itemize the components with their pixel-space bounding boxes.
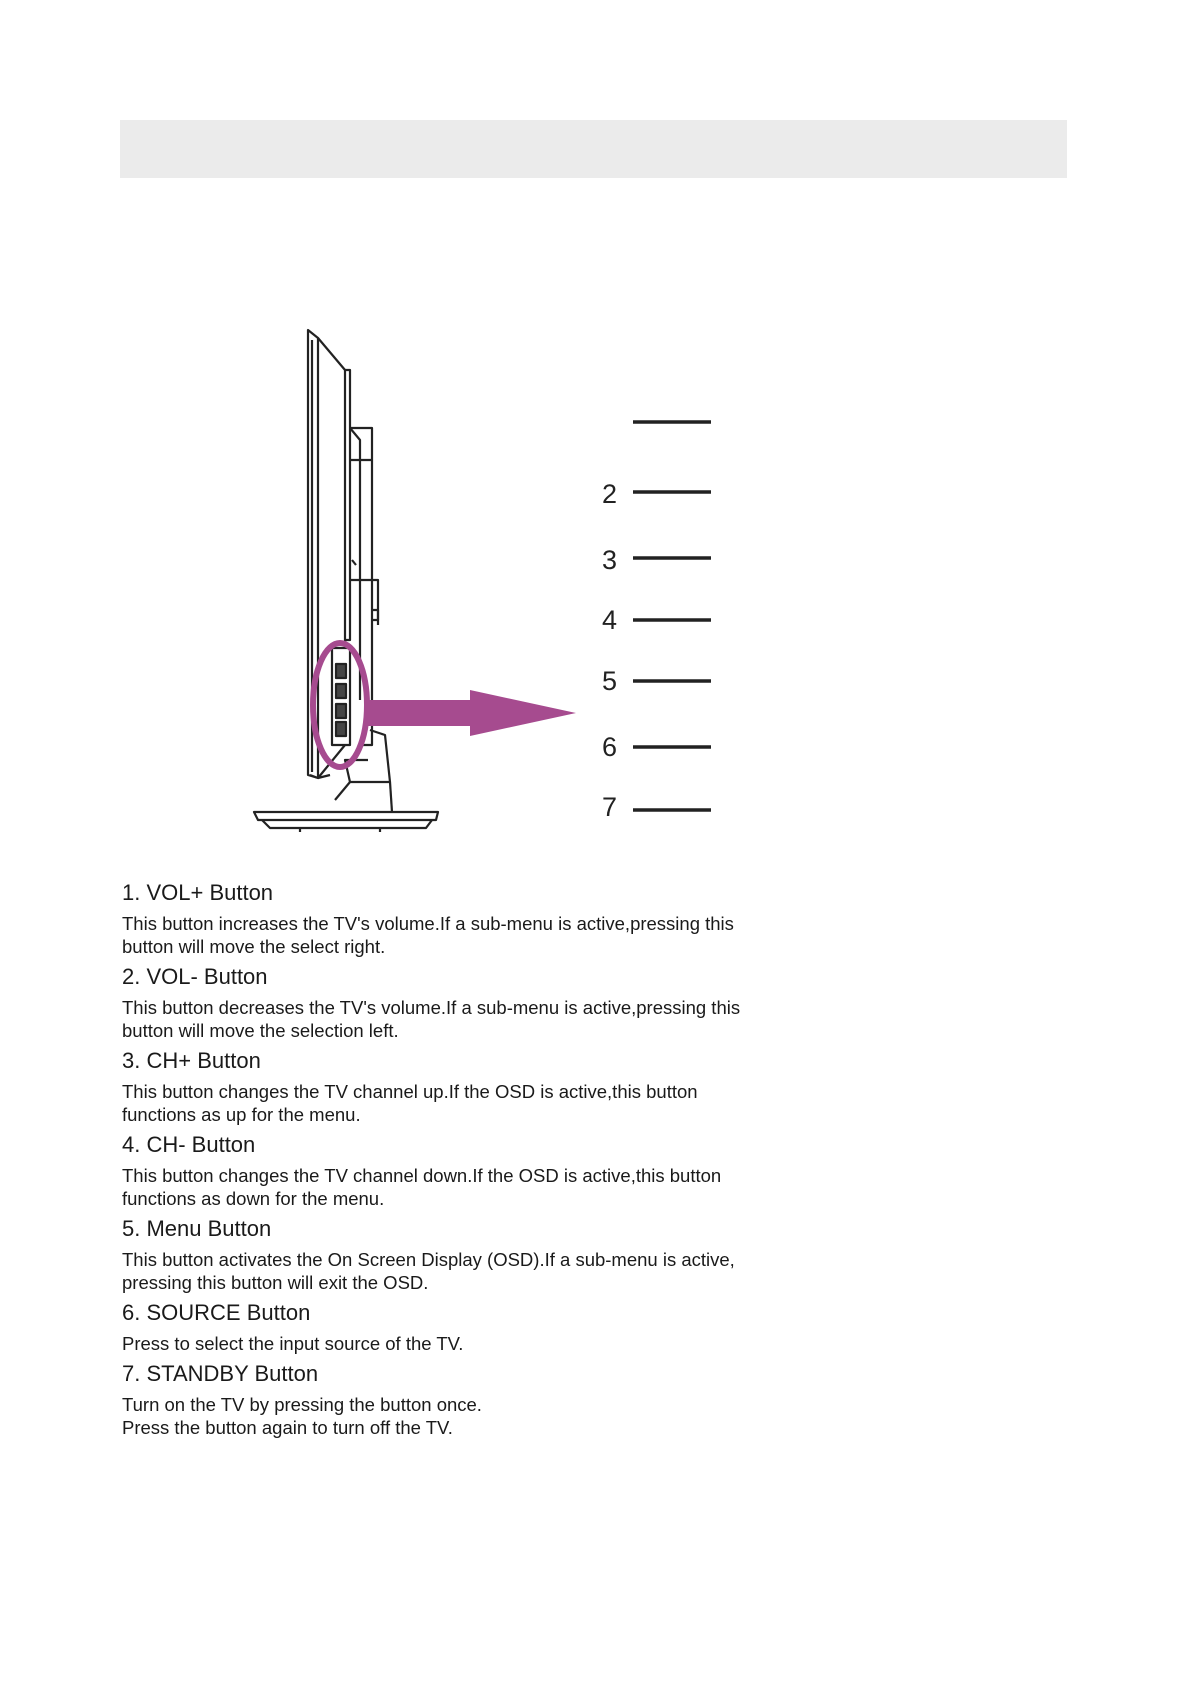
callout-list <box>602 422 711 822</box>
tv-illustration <box>254 330 438 832</box>
item-description: Turn on the TV by pressing the button once. Press the button again to turn off the TV. <box>122 1394 482 1438</box>
button-item-ch-plus <box>122 1048 842 1126</box>
callout-number-2: 2 <box>602 479 618 509</box>
item-title: 2. VOL- Button <box>122 964 268 989</box>
item-description: This button changes the TV channel up.If the OSD is active,this button functions as up for the menu. <box>122 1081 698 1125</box>
item-title: 4. CH- Button <box>122 1132 256 1157</box>
item-description: This button increases the TV's volume.If a sub-menu is active,pressing this button will move the select right. <box>122 913 734 957</box>
button-item-vol-minus <box>122 964 842 1042</box>
item-title: 6. SOURCE Button <box>122 1300 311 1325</box>
item-description: This button decreases the TV's volume.If a sub-menu is active,pressing this button will move the selection left. <box>122 997 741 1041</box>
item-title: 5. Menu Button <box>122 1216 272 1241</box>
item-description: Press to select the input source of the TV. <box>122 1333 464 1354</box>
button-item-standby <box>122 1361 842 1439</box>
button-item-ch-minus <box>122 1132 842 1210</box>
callout-number-4: 4 <box>602 605 618 635</box>
item-description: This button changes the TV channel down.If the OSD is active,this button functions as down for the menu. <box>122 1165 722 1209</box>
item-title: 1. VOL+ Button <box>122 880 274 905</box>
callout-number-7: 7 <box>602 792 618 822</box>
callout-number-5: 5 <box>602 666 618 696</box>
item-title: 3. CH+ Button <box>122 1048 261 1073</box>
button-item-vol-plus <box>122 880 842 958</box>
item-title: 7. STANDBY Button <box>122 1361 319 1386</box>
callout-number-6: 6 <box>602 732 618 762</box>
pointer-arrow <box>367 690 576 736</box>
button-item-menu <box>122 1216 842 1294</box>
button-descriptions <box>122 880 842 1445</box>
callout-number-3: 3 <box>602 545 618 575</box>
item-description: This button activates the On Screen Display (OSD).If a sub-menu is active, pressing this button will exit the OSD. <box>122 1249 735 1293</box>
button-item-source <box>122 1300 842 1355</box>
